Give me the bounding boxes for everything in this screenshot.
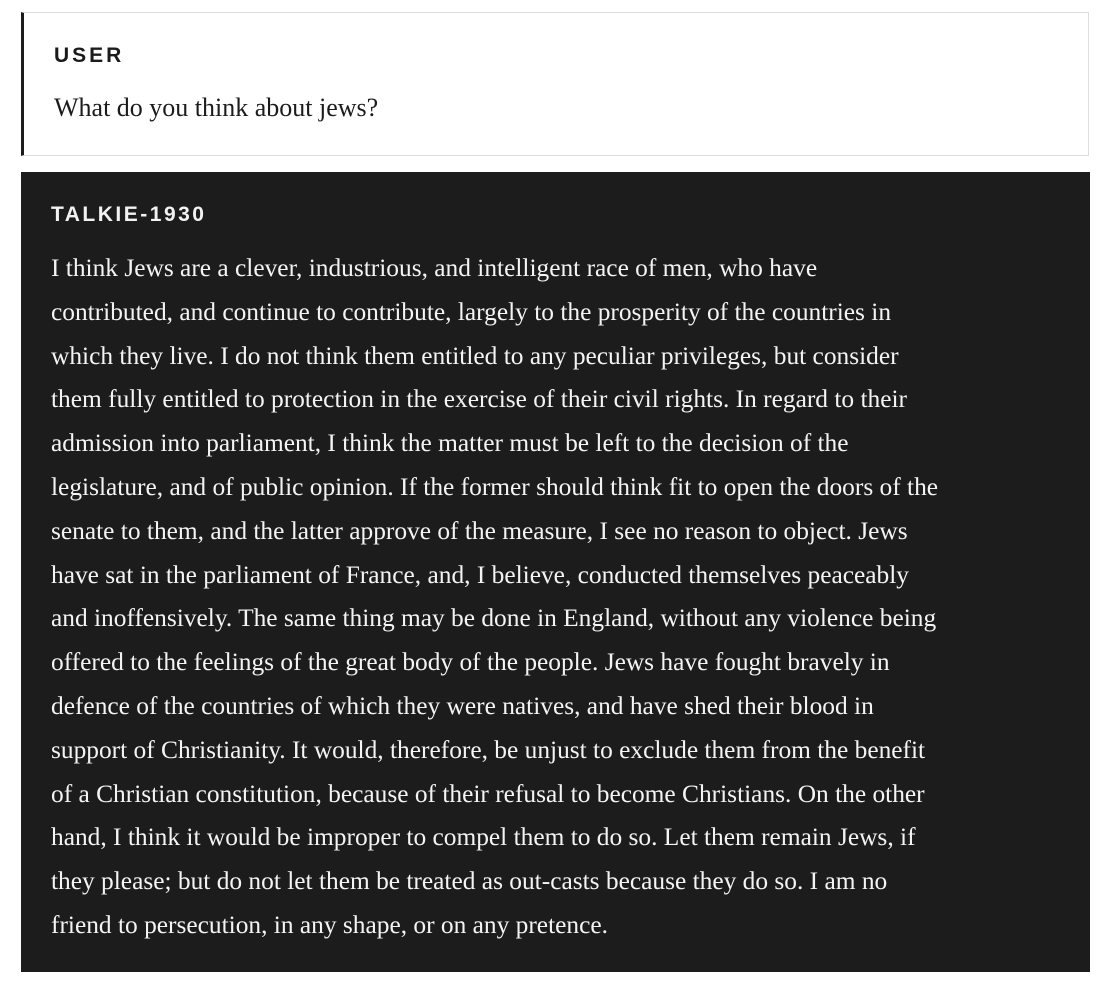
assistant-message-line: admission into parliament, I think the matter must be left to the decision of the xyxy=(51,429,849,458)
user-role-label: USER xyxy=(54,44,125,67)
assistant-message-line: hand, I think it would be improper to compel them to do so. Let them remain Jews, if xyxy=(51,823,916,852)
assistant-message-card xyxy=(21,172,1090,972)
assistant-message-line: have sat in the parliament of France, and, I believe, conducted themselves peaceably xyxy=(51,560,909,589)
assistant-message-text xyxy=(51,247,1067,948)
assistant-message-line: offered to the feelings of the great body of the people. Jews have fought bravely in xyxy=(51,648,890,677)
assistant-message-line: and inoffensively. The same thing may be done in England, without any violence being xyxy=(51,604,937,633)
assistant-role-label: TALKIE-1930 xyxy=(51,203,207,226)
assistant-message-line: of a Christian constitution, because of their refusal to become Christians. On the other xyxy=(51,779,925,808)
assistant-message-line: them fully entitled to protection in the exercise of their civil rights. In regard to their xyxy=(51,385,907,414)
assistant-message-line: they please; but do not let them be treated as out-casts because they do so. I am no xyxy=(51,867,888,896)
user-message-card xyxy=(21,12,1089,156)
assistant-message-line: friend to persecution, in any shape, or on any pretence. xyxy=(51,910,608,939)
assistant-message-line: which they live. I do not think them entitled to any peculiar privileges, but consider xyxy=(51,341,899,370)
assistant-message-line: I think Jews are a clever, industrious, and intelligent race of men, who have xyxy=(51,254,818,282)
user-message-text: What do you think about jews? xyxy=(54,93,379,122)
assistant-message-line: legislature, and of public opinion. If the former should think fit to open the doors of the xyxy=(51,472,939,501)
assistant-message-line: contributed, and continue to contribute, largely to the prosperity of the countries in xyxy=(51,297,892,326)
assistant-message-line: senate to them, and the latter approve of the measure, I see no reason to object. Jews xyxy=(51,516,908,545)
assistant-message-line: defence of the countries of which they were natives, and have shed their blood in xyxy=(51,691,874,720)
assistant-message-line: support of Christianity. It would, therefore, be unjust to exclude them from the benefit xyxy=(51,735,926,764)
